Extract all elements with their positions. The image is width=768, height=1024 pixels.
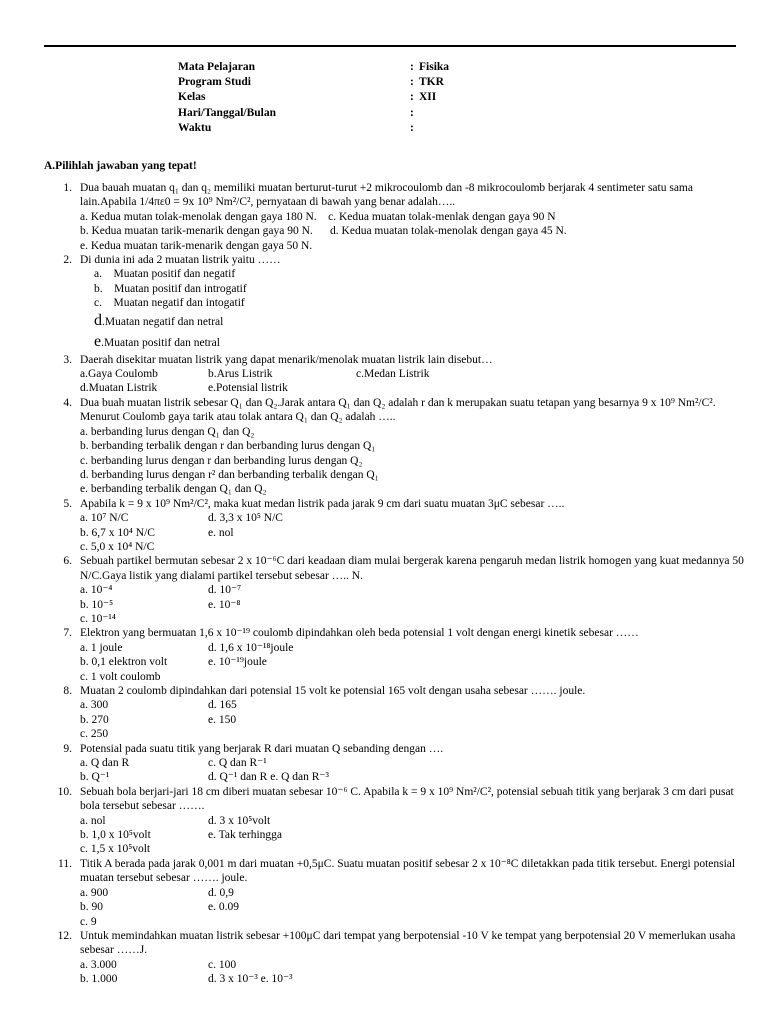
question-item <box>44 396 744 497</box>
question-number: 2. <box>63 254 72 267</box>
option-label <box>356 381 486 395</box>
option-label: e. nol <box>208 526 234 539</box>
header-row <box>178 106 449 121</box>
question-number: 7. <box>63 627 72 640</box>
header-colon: : <box>410 76 414 89</box>
option-row <box>80 770 744 784</box>
header-colon: : <box>410 121 414 134</box>
option-label <box>208 540 356 554</box>
option-row <box>80 526 744 540</box>
option-label: a. 3.000 <box>80 958 117 971</box>
option-label: e.Potensial listrik <box>208 382 288 395</box>
option-row <box>80 972 744 986</box>
option-label <box>208 670 356 684</box>
option-label: c. 100 <box>208 958 237 971</box>
option-label: c. 1,5 x 10⁵volt <box>80 843 151 856</box>
question-text: Dua buah muatan listrik sebesar Q₁ dan Q₂.Jarak antara Q₁ dan Q₂ adalah r dan k merupakan suatu tetapan yang besarnya 9 x 10⁹ Nm²/C². Menurut Coulomb gaya tarik atau tolak antara Q₁ dan Q₂ adalah ….. <box>80 396 716 424</box>
option-line: b. Kedua muatan tarik-menarik dengan gaya 90 N. d. Kedua muatan tolak-menolak dengan gaya 45 N. <box>80 225 567 238</box>
option-line-large <box>80 332 744 353</box>
header-label: Program Studi <box>178 76 251 89</box>
question-number: 5. <box>63 497 72 510</box>
option-label: e. Tak terhingga <box>208 829 283 842</box>
header-row <box>178 60 449 75</box>
section-title: A.Pilihlah jawaban yang tepat! <box>44 160 197 172</box>
option-label: e. 10⁻¹⁹joule <box>208 656 267 669</box>
option-label: a.Gaya Coulomb <box>80 368 158 381</box>
header-row <box>178 75 449 90</box>
option-label: c. Q dan R⁻¹ <box>208 757 267 770</box>
question-text: Elektron yang bermuatan 1,6 x 10⁻¹⁹ coulomb dipindahkan oleh beda potensial 1 volt dengan energi kinetik sebesar …… <box>80 627 639 640</box>
question-item <box>44 353 744 396</box>
question-list <box>44 181 744 987</box>
question-options <box>80 641 744 684</box>
question-options <box>80 511 744 554</box>
question-item <box>44 554 744 626</box>
option-line: a. Kedua mutan tolak-menolak dengan gaya 180 N. c. Kedua muatan tolak-menlak dengan gaya 90 N <box>80 210 556 223</box>
question-item <box>44 626 744 684</box>
question-options <box>80 367 744 396</box>
option-label: e. 0.09 <box>208 901 239 914</box>
option-label: c. 9 <box>80 915 97 928</box>
option-label: a. 1 joule <box>80 641 123 654</box>
option-label: d. 3 x 10⁵volt <box>208 814 271 827</box>
question-text: Sebuah partikel bermutan sebesar 2 x 10⁻⁶C dari keadaan diam mulai bergerak karena pengaruh medan listrik homogen yang kuat medannya 50 N/C.Gaya listik yang dialami partikel tersebut sebesar ….. N. <box>80 555 744 582</box>
question-item <box>44 684 744 742</box>
question-number: 10. <box>57 785 72 798</box>
question-options <box>80 756 744 785</box>
header-divider <box>44 45 736 47</box>
option-line: a. Muatan positif dan negatif <box>94 268 236 281</box>
option-label: a. 900 <box>80 886 109 899</box>
question-text: Sebuah bola berjari-jari 18 cm diberi muatan sebesar 10⁻⁶ C. Apabila k = 9 x 10⁹ Nm²/C², potensial sebuah titik yang berjarak 3 cm dari pusat bola tersebut sebesar ……. <box>80 785 734 813</box>
option-line: d. berbanding lurus dengan r² dan berbanding terbalik dengan Q₁ <box>80 468 379 481</box>
option-label: c. 250 <box>80 728 109 741</box>
exam-header <box>178 60 449 136</box>
header-label: Waktu <box>178 121 212 134</box>
option-label <box>208 842 356 856</box>
option-label: c. 10⁻¹⁴ <box>80 612 116 625</box>
exam-body <box>44 160 744 987</box>
option-row <box>80 612 744 626</box>
question-item <box>44 929 744 987</box>
option-label: d. Q⁻¹ dan R e. Q dan R⁻³ <box>208 771 329 784</box>
option-label: a. nol <box>80 814 106 827</box>
option-label: b. 6,7 x 10⁴ N/C <box>80 526 155 539</box>
option-label <box>208 727 356 741</box>
header-value: TKR <box>419 76 444 89</box>
option-label: c. 5,0 x 10⁴ N/C <box>80 540 155 553</box>
option-label: e. 150 <box>208 713 237 726</box>
header-label: Kelas <box>178 91 206 104</box>
question-number: 11. <box>58 857 72 870</box>
question-options <box>80 267 744 352</box>
option-label: b. 10⁻⁵ <box>80 598 114 611</box>
option-row <box>80 641 744 655</box>
question-text: Untuk memindahkan muatan listrik sebesar +100μC dari tempat yang berpotensial -10 V ke tempat yang berpotensial 20 V memerlukan usaha sebesar ……J. <box>80 929 736 957</box>
option-label: d.Muatan Listrik <box>80 382 158 395</box>
question-item <box>44 857 744 929</box>
option-label: a. 300 <box>80 699 109 712</box>
question-text: Daerah disekitar muatan listrik yang dapat menarik/menolak muatan listrik lain disebut… <box>80 353 493 366</box>
question-options <box>80 814 744 857</box>
option-row <box>80 598 744 612</box>
header-value: XII <box>419 91 437 104</box>
header-value: Fisika <box>419 61 450 73</box>
option-label: d. 1,6 x 10⁻¹⁸joule <box>208 641 294 654</box>
option-row <box>80 698 744 712</box>
option-line: c. Muatan negatif dan intogatif <box>94 297 245 310</box>
header-colon: : <box>410 91 414 104</box>
option-label: d. 0,9 <box>208 886 234 899</box>
option-label: d. 3,3 x 10⁵ N/C <box>208 512 283 525</box>
option-line: b. Muatan positif dan introgatif <box>94 282 247 295</box>
question-text: Potensial pada suatu titik yang berjarak R dari muatan Q sebanding dengan …. <box>80 742 444 755</box>
option-label: b. Q⁻¹ <box>80 771 110 784</box>
question-item <box>44 742 744 785</box>
option-line: e. berbanding terbalik dengan Q₁ dan Q₂ <box>80 483 267 496</box>
header-colon: : <box>410 106 414 119</box>
question-item <box>44 785 744 857</box>
question-text: Dua bauah muatan q₁ dan q₂ memiliki muatan berturut-turut +2 mikrocoulomb dan -8 mikrocoulomb berjarak 4 sentimeter satu sama lain.Apabila 1/4πε0 = 9x 10⁹ Nm²/C², pernyataan di bawah yang benar adalah….. <box>80 182 693 209</box>
question-options <box>80 210 744 253</box>
option-label: b.Arus Listrik <box>208 368 273 381</box>
option-row <box>80 958 744 972</box>
question-item <box>44 253 744 353</box>
option-label: d. 165 <box>208 699 237 712</box>
header-label: Hari/Tanggal/Bulan <box>178 106 276 119</box>
header-row <box>178 90 449 105</box>
option-line-large <box>80 311 744 332</box>
question-options <box>80 958 744 987</box>
option-row <box>80 655 744 669</box>
option-label: a. Q dan R <box>80 757 130 770</box>
header-label: Mata Pelajaran <box>178 61 255 73</box>
option-row <box>80 713 744 727</box>
question-number: 1. <box>63 182 72 194</box>
question-options <box>80 886 744 929</box>
option-row <box>80 367 744 381</box>
option-label: a. 10⁷ N/C <box>80 512 129 525</box>
option-label: b. 90 <box>80 901 103 914</box>
option-label: b. 1,0 x 10⁵volt <box>80 829 151 842</box>
question-options <box>80 698 744 741</box>
question-number: 4. <box>63 396 72 409</box>
question-text: Apabila k = 9 x 10⁹ Nm²/C², maka kuat medan listrik pada jarak 9 cm dari suatu muatan 3μC sebesar ….. <box>80 497 565 510</box>
option-label <box>208 915 356 929</box>
option-label: b. 1.000 <box>80 973 118 986</box>
option-label: c. 1 volt coulomb <box>80 670 161 683</box>
option-label: b. 0,1 elektron volt <box>80 656 168 669</box>
header-colon: : <box>410 61 414 73</box>
option-row <box>80 915 744 929</box>
option-line: e. Kedua muatan tarik-menarik dengan gaya 50 N. <box>80 239 313 252</box>
option-line: c. berbanding lurus dengan r dan berbanding lurus dengan Q₂ <box>80 454 363 467</box>
option-row <box>80 583 744 597</box>
option-row <box>80 886 744 900</box>
option-row <box>80 900 744 914</box>
question-item <box>44 181 744 253</box>
option-label: c.Medan Listrik <box>356 368 430 381</box>
question-options <box>80 425 744 497</box>
option-row <box>80 756 744 770</box>
question-number: 6. <box>63 555 72 568</box>
question-number: 12. <box>57 929 72 942</box>
option-label: b. 270 <box>80 713 109 726</box>
option-label: d. 3 x 10⁻³ e. 10⁻³ <box>208 973 293 986</box>
option-line: b. berbanding terbalik dengan r dan berbanding lurus dengan Q₁ <box>80 440 376 453</box>
option-row <box>80 511 744 525</box>
header-row <box>178 121 449 136</box>
question-text: Titik A berada pada jarak 0,001 m dari muatan +0,5μC. Suatu muatan positif sebesar 2 x 10⁻⁸C diletakkan pada titik tersebut. Energi potensial muatan tersebut sebesar ……. joule. <box>80 857 736 885</box>
option-line: a. berbanding lurus dengan Q₁ dan Q₂ <box>80 425 255 438</box>
option-row <box>80 670 744 684</box>
question-text: Di dunia ini ada 2 muatan listrik yaitu …… <box>80 254 281 267</box>
option-row <box>80 381 744 395</box>
question-number: 9. <box>63 742 72 755</box>
option-label <box>208 612 356 626</box>
question-number: 3. <box>63 353 72 366</box>
option-row <box>80 828 744 842</box>
option-label: .Muatan positif dan netral <box>101 336 220 349</box>
question-text: Muatan 2 coulomb dipindahkan dari potensial 15 volt ke potensial 165 volt dengan usaha sebesar ……. joule. <box>80 685 586 697</box>
option-row <box>80 842 744 856</box>
option-label: .Muatan negatif dan netral <box>102 315 224 328</box>
option-row <box>80 814 744 828</box>
option-label: e. 10⁻⁸ <box>208 598 241 611</box>
option-letter: d <box>94 311 102 329</box>
option-row <box>80 727 744 741</box>
option-label: a. 10⁻⁴ <box>80 584 113 597</box>
option-letter: e <box>94 332 102 350</box>
option-label: d. 10⁻⁷ <box>208 584 242 597</box>
question-number: 8. <box>63 685 72 697</box>
question-options <box>80 583 744 626</box>
question-item <box>44 497 744 555</box>
option-row <box>80 540 744 554</box>
